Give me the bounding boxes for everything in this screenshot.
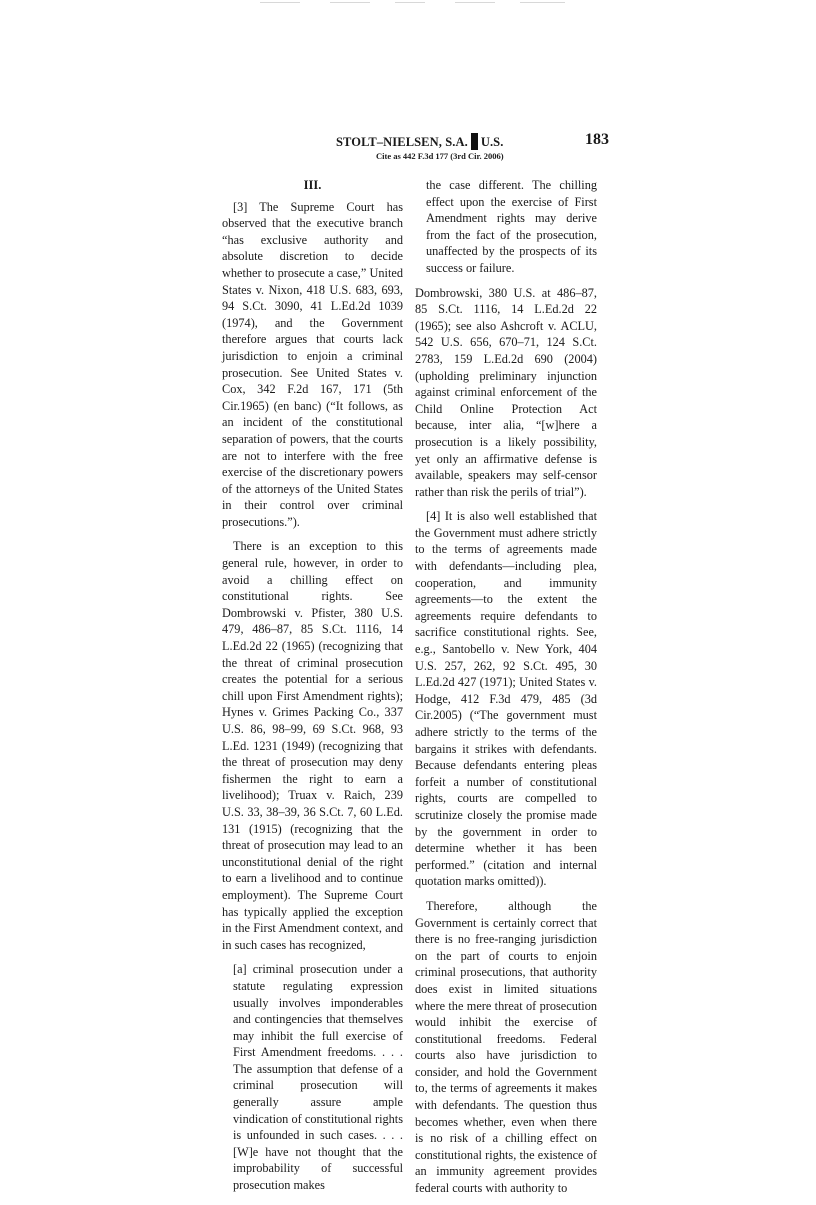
paragraph: [3] The Supreme Court has observed that the executive branch “has exclusive authority and absolute discretion to decide whether to prosecute a case,” United States v. Nixon, 418 U.S. 683, 693, 94 S.Ct. 3090, 41 L.Ed.2d 1039 (1974), and the Government therefore argues that courts lack jurisdiction to enjoin a criminal prosecution. See United States v. Cox, 342 F.2d 167, 171 (5th Cir.1965) (en banc) (“It follows, as an incident of the constitutional separation of powers, that the courts are not to interfere with the free exercise of the discretionary powers of the attorneys of the United States in their control over criminal prosecutions.”). — [222, 199, 403, 529]
paragraph: [4] It is also well established that the Government must adhere strictly to the terms of agreements made with defendants—including plea, cooperation, and immunity agreements—to the extent the agreements require defendants to sacrifice constitutional rights. See, e.g., Santobello v. New York, 404 U.S. 257, 262, 92 S.Ct. 495, 30 L.Ed.2d 427 (1971); United States v. Hodge, 412 F.3d 479, 485 (3d Cir.2005) (“The government must adhere strictly to the terms of the bargains it strikes with defendants. Because defendants entering pleas forfeit a number of constitutional rights, courts are compelled to scrutinize closely the promise made by the government in order to determine whether it has been performed.” (citation and internal quotation marks omitted)). — [415, 509, 597, 889]
case-name — [336, 133, 503, 150]
block-quote-continued: the case different. The chilling effect upon the exercise of First Amendment rights may derive from the fact of the prosecution, unaffected by the prospects of its success or failure. — [426, 178, 597, 275]
running-header — [0, 133, 816, 173]
scan-edge-marks — [0, 0, 816, 8]
paragraph: Dombrowski, 380 U.S. at 486–87, 85 S.Ct. 1116, 14 L.Ed.2d 22 (1965); see also Ashcroft v. ACLU, 542 U.S. 656, 670–71, 124 S.Ct. 2783, 159 L.Ed.2d 690 (2004) (upholding preliminary injunction against criminal enforcement of the Child Online Protection Act because, inter alia, “[w]here a prosecution is a likely possibility, yet only an affirmative defense is available, speakers may self-censor rather than risk the perils of trial”). — [415, 285, 597, 499]
case-name-left: STOLT–NIELSEN, S.A. — [336, 135, 468, 149]
page-number: 183 — [585, 131, 609, 148]
right-column — [415, 177, 597, 1205]
paragraph: Therefore, although the Government is certainly correct that there is no free-ranging jurisdiction on the part of courts to enjoin criminal prosecutions, that authority does exist in limited situations where the mere threat of prosecution would inhibit the exercise of constitutional freedoms. Federal courts also have jurisdiction to consider, and hold the Government to, the terms of agreements it makes with defendants. The question thus becomes whether, even when there is no risk of a chilling effect on constitutional rights, the existence of an immunity agreement provides federal courts with authority to — [415, 898, 597, 1196]
redaction-bar-icon — [471, 133, 478, 150]
paragraph: There is an exception to this general rule, however, in order to avoid a chilling effect on constitutional rights. See Dombrowski v. Pfister, 380 U.S. 479, 486–87, 85 S.Ct. 1116, 14 L.Ed.2d 22 (1965) (recognizing that the threat of criminal prosecution creates the potential for a serious chill upon First Amendment rights); Hynes v. Grimes Packing Co., 337 U.S. 86, 98–99, 69 S.Ct. 968, 93 L.Ed. 1231 (1949) (recognizing that the threat of prosecution may deny fishermen the right to earn a livelihood); Truax v. Raich, 239 U.S. 33, 38–39, 36 S.Ct. 7, 60 L.Ed. 131 (1915) (recognizing that the threat of prosecution may lead to an unconstitutional denial of the right to earn a livelihood and to continue employment). The Supreme Court has typically applied the exception in the First Amendment context, and in such cases has recognized, — [222, 539, 403, 952]
case-name-right: U.S. — [480, 135, 504, 149]
block-quote: [a] criminal prosecution under a statute regulating expression usually involves imponderables and contingencies that themselves may inhibit the full exercise of First Amendment freedoms. . . . The assumption that defense of a criminal prosecution will generally assure ample vindication of constitutional rights is unfounded in such cases. . . . [W]e have not thought that the improbability of successful prosecution makes — [233, 962, 403, 1193]
left-column — [222, 177, 403, 1202]
section-heading: III. — [303, 178, 322, 192]
citation-line: Cite as 442 F.3d 177 (3rd Cir. 2006) — [376, 151, 504, 161]
